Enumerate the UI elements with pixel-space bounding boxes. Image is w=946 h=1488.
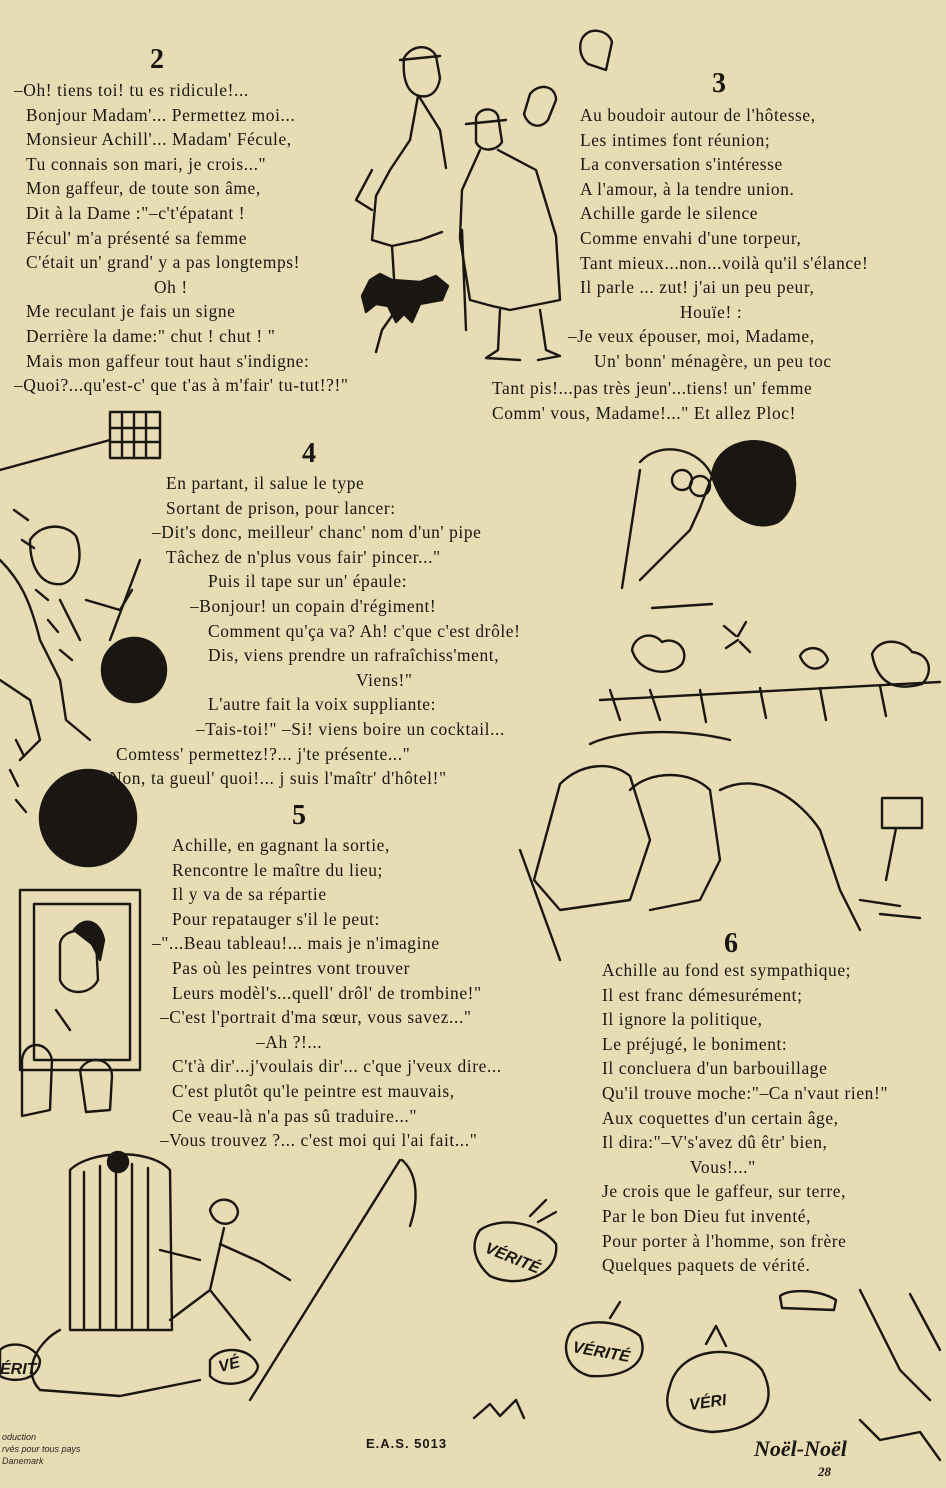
verse-line: Achille garde le silence [580,203,759,224]
verse-line: –Non, ta gueul' quoi!... j suis l'maîtr' d'hôtel!" [100,768,447,789]
verse-line: Vous!..." [690,1156,756,1177]
verse-line: Comme envahi d'une torpeur, [580,227,802,248]
verse-line: Quelques paquets de vérité. [602,1255,811,1276]
verse-line: En partant, il salue le type [166,473,365,493]
verse-line: L'autre fait la voix suppliante: [208,694,437,715]
rights-line-3: Danemark [2,1456,44,1466]
bag-label-erit: ÉRIT [0,1361,37,1378]
stanza-5-verse [152,833,502,1153]
verse-line: Je crois que le gaffeur, sur terre, [602,1181,847,1202]
verse-line: Comment qu'ça va? Ah! c'que c'est drôle! [208,620,521,641]
verse-line: A l'amour, à la tendre union. [580,178,795,199]
verse-line: –Quoi?...qu'est-c' que t'as à m'fair' tu-tut!?!" [14,375,349,396]
verse-line: Tant pis!...pas très jeun'...tiens! un' femme [492,378,813,398]
verse-line: Ce veau-là n'a pas sû traduire..." [172,1105,418,1126]
verse-line: Il ignore la politique, [602,1009,763,1030]
verse-line: –C'est l'portrait d'ma sœur, vous savez..." [160,1007,472,1028]
print-code: E.A.S. 5013 [366,1436,448,1451]
verse-line: Dis, viens prendre un rafraîchiss'ment, [208,645,500,666]
verse-line: Pour repatauger s'il le peut: [172,908,380,929]
verse-line: Il parle ... zut! j'ai un peu peur, [580,277,815,298]
verse-line: Comm' vous, Madame!..." Et allez Ploc! [492,402,796,423]
verse-line: –Vous trouvez ?... c'est moi qui l'ai fait..." [160,1130,478,1151]
verse-line: Achille, en gagnant la sortie, [172,835,390,855]
verse-line: Me reculant je fais un signe [26,301,236,322]
verse-line: Mon gaffeur, de toute son âme, [26,178,261,199]
verse-line: Aux coquettes d'un certain âge, [602,1107,839,1128]
verse-line: Il est franc démesurément; [602,984,803,1005]
verse-line: Viens!" [356,669,413,690]
stanza-6-number: 6 [724,928,738,959]
bag-label-verite-middle: VÉRITÉ [571,1339,632,1366]
bag-label-veri: VÉRI [688,1391,728,1414]
trench-landscape-drawing [520,622,940,960]
verse-line: C'était un' grand' y a pas longtemps! [26,252,301,273]
stanza-3-verse-end [492,376,812,425]
verse-line: Derrière la dame:" chut ! chut ! " [26,325,276,346]
verse-line: –Dit's donc, meilleur' chanc' nom d'un' pipe [152,522,482,543]
verse-line: Tant mieux...non...voilà qu'il s'élance! [580,252,869,273]
verse-line: Leurs modèl's...quell' drôl' de trombine!" [172,982,482,1003]
stanza-3-number: 3 [712,68,726,99]
verse-line: Houïe! : [680,301,743,322]
verse-line: Monsieur Achill'... Madam' Fécule, [26,129,292,150]
verse-line: –Bonjour! un copain d'régiment! [190,595,437,616]
stanza-4-verse [100,471,521,791]
verse-line: Bonjour Madam'... Permettez moi... [26,104,296,125]
verse-line: Qu'il trouve moche:"–Ca n'vaut rien!" [602,1082,889,1103]
verse-line: Sortant de prison, pour lancer: [166,497,396,518]
verse-line: Pas où les peintres vont trouver [172,957,410,978]
verse-line: Au boudoir autour de l'hôtesse, [580,105,816,125]
stanza-2-verse [14,78,349,398]
verse-line: Rencontre le maître du lieu; [172,859,383,880]
verse-line: Par le bon Dieu fut inventé, [602,1205,812,1226]
verse-line: Puis il tape sur un' épaule: [208,571,408,592]
verse-line: La conversation s'intéresse [580,154,783,175]
verse-line: Tu connais son mari, je crois..." [26,153,267,174]
verse-line: –Tais-toi!" –Si! viens boire un cocktail... [196,718,505,739]
verse-line: C'est plutôt qu'le peintre est mauvais, [172,1080,455,1101]
verse-line: –"...Beau tableau!... mais je n'imagine [152,933,440,954]
verse-line: –Ah ?!... [256,1031,323,1052]
verse-line: Oh ! [154,276,188,297]
verse-line: Mais mon gaffeur tout haut s'indigne: [26,350,310,371]
verse-line: Il y va de sa répartie [172,884,327,905]
verse-line: Les intimes font réunion; [580,129,771,150]
stanza-4-number: 4 [302,438,316,469]
rights-line-2: rvés pour tous pays [2,1444,81,1454]
verse-line: Pour porter à l'homme, son frère [602,1230,847,1251]
verse-line: Un' bonn' ménagère, un peu toc [594,350,832,371]
stanza-6-verse [602,958,888,1278]
verse-line: Il dira:"–V's'avez dû êtr' bien, [602,1132,828,1153]
verse-line: –Je veux épouser, moi, Madame, [568,326,815,347]
artist-signature: Noël-Noël [754,1436,847,1461]
verse-line: Il concluera d'un barbouillage [602,1058,828,1079]
verse-line: Fécul' m'a présenté sa femme [26,227,248,248]
bag-label-ve: VÉ [216,1354,242,1376]
verse-line: C't'à dir'...j'voulais dir'... c'que j'veux dire... [172,1056,502,1077]
portrait-scene-drawing [20,890,140,1116]
verse-line: Dit à la Dame :"–c't'épatant ! [26,202,246,223]
verse-line: Achille au fond est sympathique; [602,960,852,980]
bag-label-verite-flying: VÉRITÉ [482,1239,543,1278]
verse-line: Le préjugé, le boniment: [602,1033,788,1054]
stanza-3-verse [568,103,868,374]
rights-line-1: oduction [2,1432,37,1442]
stanza-5-number: 5 [292,800,306,831]
verse-line: –Oh! tiens toi! tu es ridicule!... [14,80,249,100]
verse-line: Comtess' permettez!?... j'te présente..." [116,743,411,764]
verse-line: Tâchez de n'plus vous fair' pincer..." [166,546,441,567]
stanza-2-number: 2 [150,44,164,75]
signature-year: 28 [818,1464,831,1479]
woman-lorgnette-drawing [622,441,795,608]
